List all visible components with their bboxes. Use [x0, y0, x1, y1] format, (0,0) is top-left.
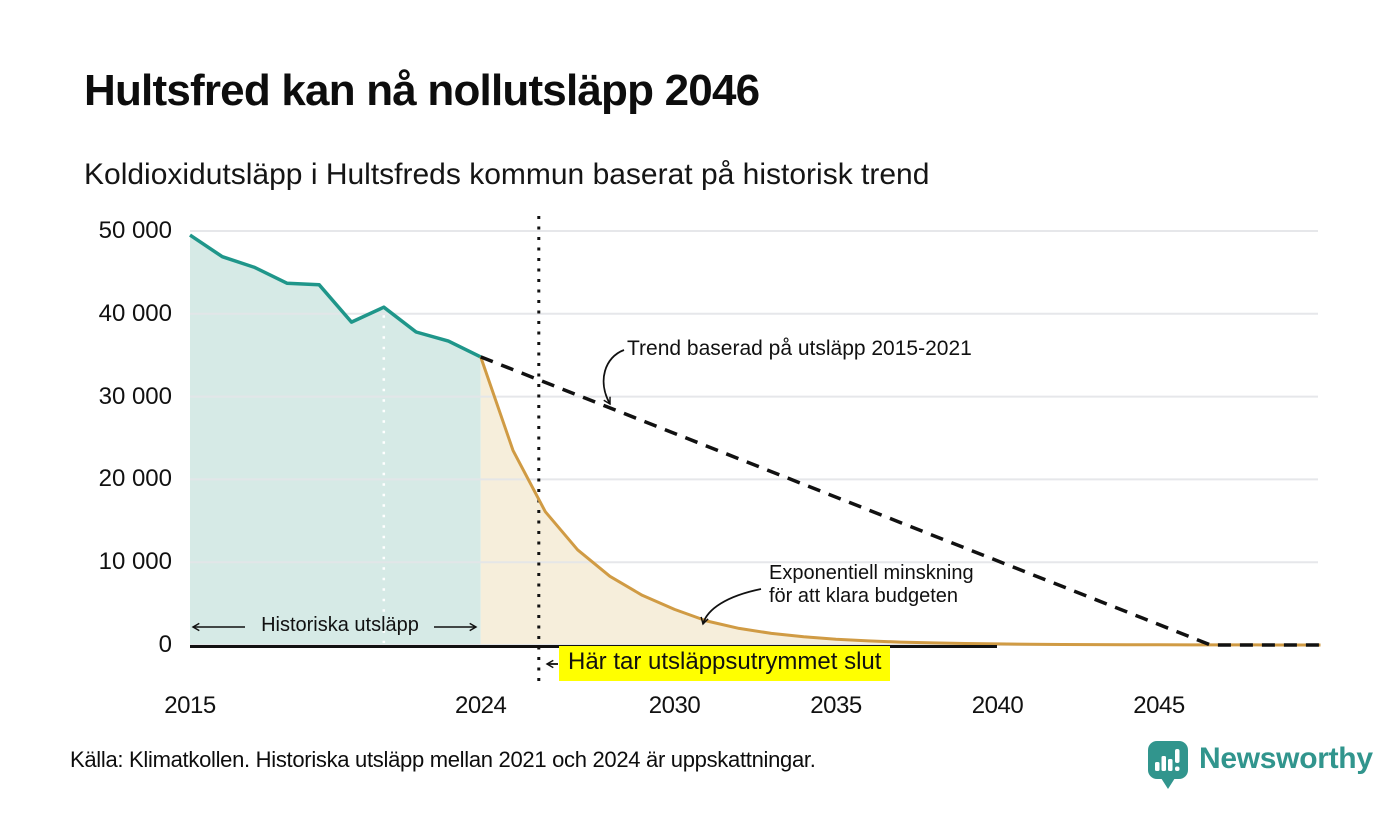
budget-annotation-arrow: [703, 589, 761, 624]
x-tick-label: 2015: [164, 692, 216, 719]
y-tick-label: 0: [158, 631, 172, 658]
x-tick-label: 2045: [1133, 692, 1185, 719]
source-note: Källa: Klimatkollen. Historiska utsläpp mellan 2021 och 2024 är uppskattningar.: [70, 747, 816, 772]
x-tick-label: 2030: [648, 692, 701, 719]
newsworthy-wordmark: Newsworthy: [1199, 742, 1373, 775]
budget-annotation: [769, 562, 974, 608]
y-tick-label: 20 000: [98, 465, 172, 493]
page-title: Hultsfred kan nå nollutsläpp 2046: [84, 66, 760, 115]
y-tick-label: 10 000: [98, 548, 172, 576]
y-tick-label: 30 000: [98, 382, 172, 410]
historical-span-label: Historiska utsläpp: [261, 614, 419, 636]
x-tick-label: 2024: [454, 692, 507, 719]
x-tick-label: 2035: [810, 692, 862, 719]
budget-end-label: Här tar utsläppsutrymmet slut: [559, 646, 890, 681]
trend-annotation: Trend baserad på utsläpp 2015-2021: [627, 337, 972, 360]
y-tick-label: 40 000: [98, 299, 172, 327]
budget-annotation-line1: Exponentiell minskning: [769, 562, 974, 584]
chart-subtitle: Koldioxidutsläpp i Hultsfreds kommun baserat på historisk trend: [84, 158, 930, 191]
y-tick-label: 50 000: [98, 217, 172, 244]
budget-annotation-line2: för att klara budgeten: [769, 585, 959, 607]
historical-area: [190, 235, 481, 645]
x-tick-label: 2040: [971, 692, 1024, 719]
newsworthy-logo-icon: [1147, 740, 1189, 792]
exclamation-icon: [1175, 749, 1180, 763]
newsworthy-logo: [1147, 740, 1373, 792]
